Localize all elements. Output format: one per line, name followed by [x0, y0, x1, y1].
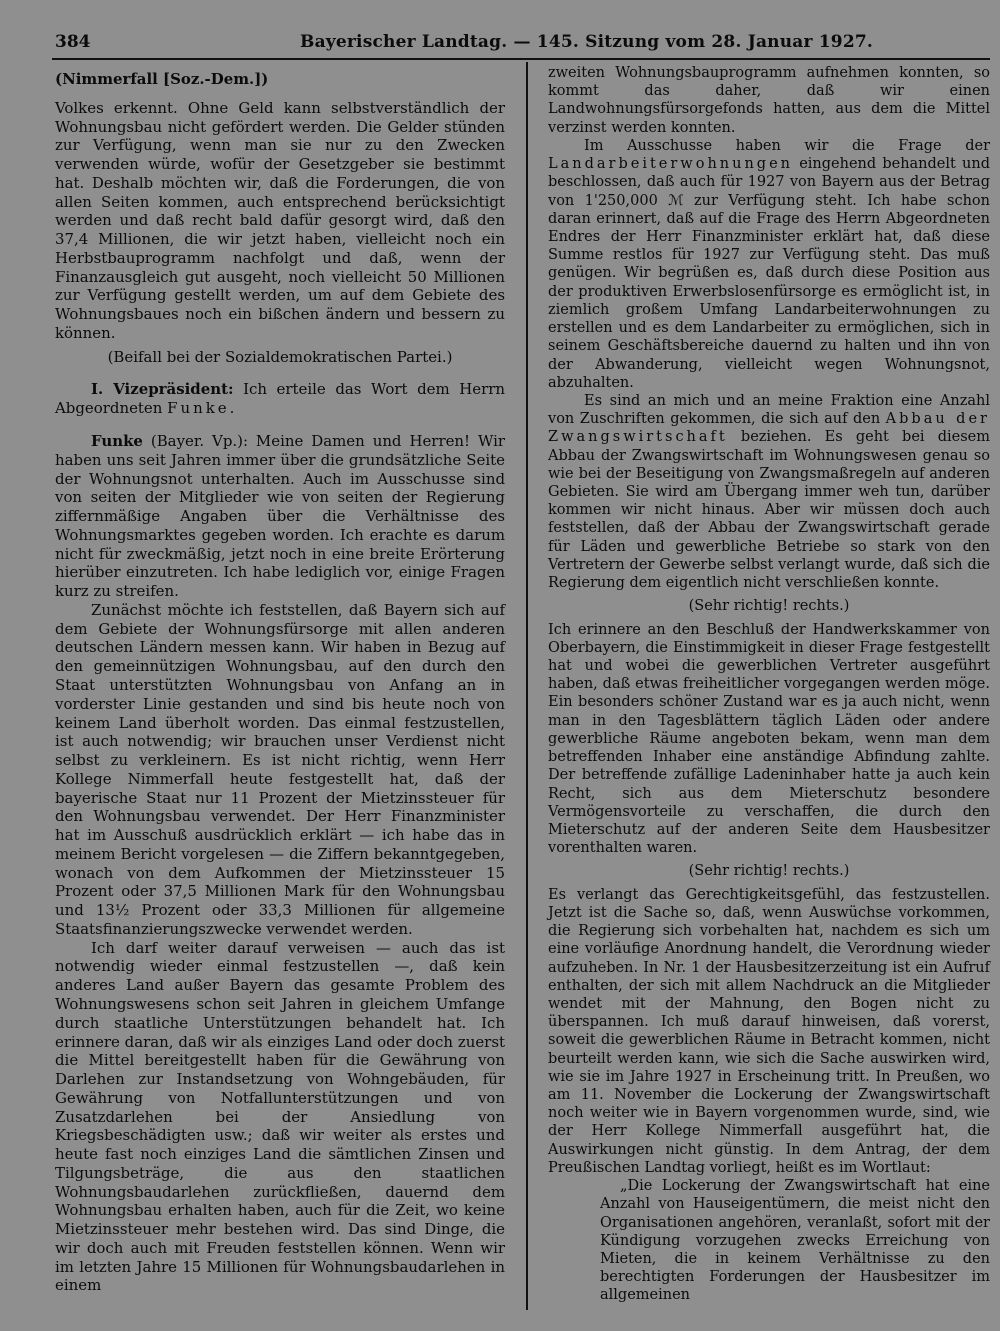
block-quote: „Die Lockerung der Zwangswirtschaft hat eine Anzahl von Hauseigentümern, die meist nicht den Organisationen angehören, veranlaßt, sofort mit der Kündigung vorzugehen zwecks Erreichung von Mieten, die in keinem Verhältnisse zu den berechtigten Forderungen der Hausbesitzer im allgemeinen	[600, 1178, 990, 1304]
called-speaker: Funke	[167, 399, 230, 418]
paragraph: zweiten Wohnungsbauprogramm aufnehmen konnten, so kommt das daher, daß wir einen Landwohnungsfürsorgefonds hatten, aus dem die Mittel verzinst werden konnten.	[548, 65, 990, 136]
paragraph: Es verlangt das Gerechtigkeitsgefühl, das festzustellen. Jetzt ist die Sache so, daß, wenn Auswüchse vorkommen, die Regierung sich vorbehalten hat, nachdem es sich um eine vorläufige Anordnung handelt, die Verordnung wieder aufzuheben. In Nr. 1 der Hausbesitzerzeitung ist ein Aufruf enthalten, der sich mit allem Nachdruck an die Mitglieder wendet mit der Mahnung, den Bogen nicht zu überspannen. Ich muß darauf hinweisen, daß vorerst, soweit die gewerblichen Räume in Betracht kommen, nicht beurteilt werden kann, wie sich die Sache auswirken wird, wie sie im Jahre 1927 in Erscheinung tritt. In Preußen, wo am 11. November die Lockerung der Zwangswirtschaft noch weiter wie in Bayern vorgenommen wurde, sind, wie der Herr Kollege Nimmerfall ausgeführt hat, die Auswirkungen nicht günstig. In dem Antrag, der dem Preußischen Landtag vorliegt, heißt es im Wortlaut:	[548, 886, 990, 1176]
emphasized-term: Landarbeiterwohnungen	[548, 156, 794, 173]
header-rule	[52, 58, 990, 60]
column-divider	[526, 62, 528, 1310]
continuation-heading: (Nimmerfall [Soz.-Dem.])	[55, 70, 269, 88]
page-number: 384	[55, 32, 91, 52]
paragraph: Im Ausschusse haben wir die Frage der Landarbeiterwohnungen eingehend behandelt und beschlossen, daß auch für 1927 von Bayern aus der Betrag von 1'250,000 ℳ zur Verfügung steht. Ich habe schon daran erinnert, daß auf die Frage des Herrn Abgeordneten Endres der Herr Finanzminister erklärt hat, daß diese Summe restlos für 1927 zur Verfügung steht. Das muß genügen. Wir begrüßen es, daß durch diese Position aus der produktiven Erwerbslosenfürsorge es ermöglicht ist, in ziemlich großem Umfang Landarbeiterwohnungen zu erstellen und es dem Landarbeiter zu ermöglichen, sich in seinem Geschäftsbereiche dauernd zu halten und ihn von der Abwanderung, vielleicht wegen Wohnungsnot, abzuhalten.	[548, 137, 990, 391]
funke-speech-start	[55, 432, 505, 601]
speech-text: Ich erteile das Wort dem Herrn Abgeordneten	[55, 380, 505, 418]
interjection: (Sehr richtig! rechts.)	[688, 598, 850, 615]
left-column	[55, 64, 505, 1295]
paragraph: Es sind an mich und an meine Fraktion eine Anzahl von Zuschriften gekommen, die sich auf den Abbau der Zwangswirtschaft beziehen. Es geht bei diesem Abbau der Zwangswirtschaft im Wohnungswesen genau so wie bei der Beseitigung von Zwangsmaßregeln auf anderen Gebieten. Sie wird am Übergang immer weh tun, darüber kommen wir nicht hinaus. Aber wir müssen doch auch feststellen, daß der Abbau der Zwangswirtschaft gerade für Läden und gewerbliche Betriebe so stark von den Vertretern der Gewerbe selbst verlangt wurde, daß sich die Regierung dem eigentlich nicht verschließen konnte.	[548, 392, 990, 592]
right-column	[548, 64, 990, 1305]
paragraph: Zunächst möchte ich feststellen, daß Bayern sich auf dem Gebiete der Wohnungsfürsorge mit allen anderen deutschen Ländern messen kann. Wir haben in Bezug auf den gemeinnützigen Wohnungsbau, auf den durch den Staat unterstützten Wohnungsbau von Anfang an in vorderster Linie gestanden und sind bis heute noch von keinem Land überholt worden. Das einmal festzustellen, ist auch notwendig; wir brauchen unser Verdienst nicht selbst zu verkleinern. Es ist nicht richtig, wenn Herr Kollege Nimmerfall heute festgestellt hat, daß der bayerische Staat nur 11 Prozent der Mietzinssteuer für den Wohnungsbau verwendet. Der Herr Finanzminister hat im Ausschuß ausdrücklich erklärt — ich habe das in meinem Bericht vorgelesen — die Ziffern bekanntgegeben, wonach von dem Aufkommen der Mietzinssteuer 15 Prozent oder 37,5 Millionen Mark für den Wohnungsbau und 13½ Prozent oder 33,3 Millionen für allgemeine Staatsfinanzierungszwecke verwendet werden.	[55, 600, 505, 938]
running-title: Bayerischer Landtag. — 145. Sitzung vom 28. Januar 1927.	[300, 32, 873, 52]
applause-note: (Beifall bei der Sozialdemokratischen Partei.)	[107, 347, 453, 366]
speech-text: (Bayer. Vp.): Meine Damen und Herren! Wir haben uns seit Jahren immer über die grundsätzliche Seite der Wohnungsnot unterhalten. Auch im Ausschusse sind von seiten der Mitglieder wie von seiten der Regierung ziffernmäßige Angaben über die Verhältnisse des Wohnungsmarktes gegeben worden. Ich erachte es darum nicht für zweckmäßig, jetzt noch in eine breite Erörterung hierüber einzutreten. Ich habe lediglich vor, einige Fragen kurz zu streifen.	[55, 432, 505, 601]
emphasized-term: Abbau der Zwangswirtschaft	[548, 411, 990, 446]
interjection: (Sehr richtig! rechts.)	[688, 863, 850, 880]
paragraph: Ich darf weiter darauf verweisen — auch das ist notwendig wieder einmal festzustellen —, daß kein anderes Land außer Bayern das gesamte Problem des Wohnungswesens schon seit Jahren in gleichem Umfange durch staatliche Unterstützungen behandelt hat. Ich erinnere daran, daß wir als einziges Land oder doch zuerst die Mittel bereitgestellt haben für die Gewährung von Darlehen zur Instandsetzung von Wohngebäuden, für Gewährung von Notfallunterstützungen und von Zusatzdarlehen bei der Ansiedlung von Kriegsbeschädigten usw.; daß wir weiter als erstes und heute fast noch einziges Land die sämtlichen Zinsen und Tilgungsbeträge, die aus den staatlichen Wohnungsbaudarlehen zurückfließen, dauernd dem Wohnungsbau erhalten haben, auch für die Zeit, wo keine Mietzinssteuer mehr bestehen wird. Das sind Dinge, die wir doch auch mit Freuden feststellen können. Wenn wir im letzten Jahre 15 Millionen für Wohnungsbaudarlehen in einem	[55, 938, 505, 1295]
page-header	[55, 30, 985, 54]
vice-president-remark: I. Vizepräsident: Ich erteile das Wort dem Herrn Abgeordneten Funke.	[55, 380, 505, 418]
paragraph: Ich erinnere an den Beschluß der Handwerkskammer von Oberbayern, die Einstimmigkeit in dieser Frage festgestellt hat und wobei die gewerblichen Vertreter ausgeführt haben, daß etwas freiheitlicher vorgegangen werden möge. Ein besonders schöner Zustand war es ja auch nicht, wenn man in den Tagesblättern täglich Läden oder andere gewerbliche Räume angeboten bekam, wenn man dem betreffenden Inhaber eine anständige Abfindung zahlte. Der betreffende zufällige Ladeninhaber hatte ja auch kein Recht, sich aus dem Mieterschutz besondere Vermögensvorteile zu verschaffen, die durch den Mieterschutz auf der anderen Seite dem Hausbesitzer vorenthalten waren.	[548, 621, 990, 857]
speaker-name: Funke	[91, 432, 143, 451]
paragraph: Volkes erkennt. Ohne Geld kann selbstverständlich der Wohnungsbau nicht gefördert werden. Die Gelder stünden zur Verfügung, wenn man sie nur zu den Zwecken verwenden würde, wofür der Gesetzgeber sie bestimmt hat. Deshalb möchten wir, daß die Forderungen, die von allen Seiten kommen, auch entsprechend berücksichtigt werden und daß recht bald dafür gesorgt wird, daß den 37,4 Millionen, die wir jetzt haben, vielleicht noch ein Herbstbauprogramm nachfolgt und daß, wenn der Finanzausgleich gut ausgeht, noch vielleicht 50 Millionen zur Verfügung gestellt werden, um auf dem Gebiete des Wohnungsbaues noch ein bißchen ändern und bessern zu können.	[55, 98, 505, 342]
speaker-name: I. Vizepräsident:	[91, 380, 234, 399]
